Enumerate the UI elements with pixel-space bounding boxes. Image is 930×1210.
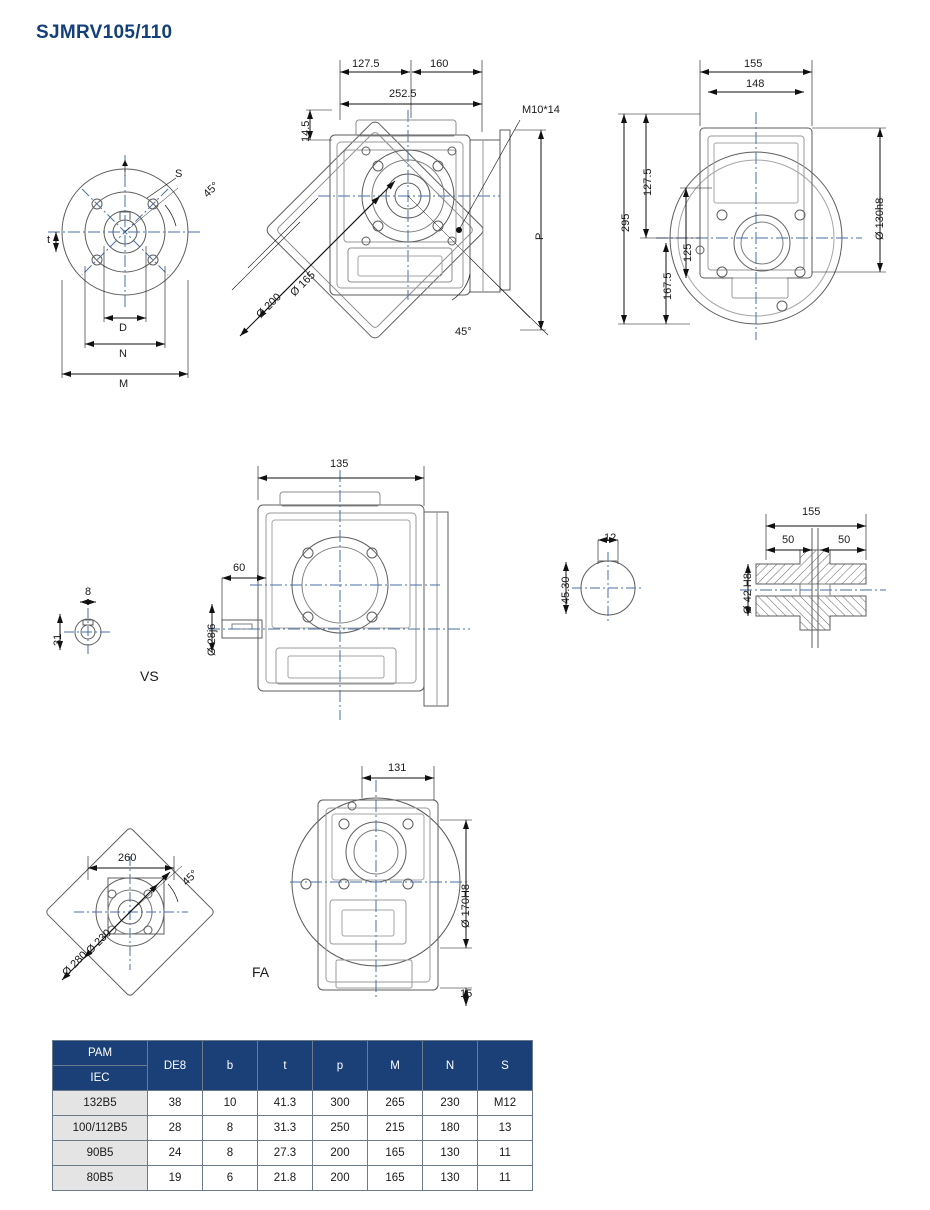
th-n: N	[423, 1041, 478, 1091]
dim-label-dia165: Ø 165	[288, 269, 318, 299]
cell-de8: 24	[148, 1141, 203, 1166]
dim-label-260: 260	[118, 852, 137, 864]
dim-label-dia170h8: Ø 170H8	[460, 883, 472, 928]
dim-label-dia130h8: Ø 130h8	[874, 197, 886, 240]
cell-t: 31.3	[258, 1116, 313, 1141]
cell-m: 215	[368, 1116, 423, 1141]
dim-label-t: t	[47, 234, 51, 246]
cell-s: M12	[478, 1091, 533, 1116]
dim-label-dia230: Ø 230	[84, 927, 114, 957]
spec-table	[52, 1040, 533, 1191]
dim-label-31: 31	[52, 633, 64, 646]
cell-t: 27.3	[258, 1141, 313, 1166]
cell-de8: 38	[148, 1091, 203, 1116]
cell-p: 250	[313, 1116, 368, 1141]
cell-p: 300	[313, 1091, 368, 1116]
cell-n: 130	[423, 1166, 478, 1191]
dim-label-45deg-left: 45°	[201, 179, 222, 201]
dim-label-155-top: 155	[744, 58, 763, 70]
table-header-row	[53, 1041, 533, 1066]
cell-p: 200	[313, 1141, 368, 1166]
cell-s: 11	[478, 1141, 533, 1166]
dim-label-50-right: 50	[838, 534, 851, 546]
cell-pam: 80B5	[53, 1166, 148, 1191]
cell-p: 200	[313, 1166, 368, 1191]
th-de8: DE8	[148, 1041, 203, 1091]
dim-label-M: M	[119, 378, 129, 390]
cell-n: 130	[423, 1141, 478, 1166]
dim-label-295: 295	[620, 213, 632, 232]
cell-m: 165	[368, 1141, 423, 1166]
dim-label-148: 148	[746, 78, 765, 90]
th-iec: IEC	[53, 1066, 148, 1091]
dim-label-127-5: 127.5	[352, 58, 380, 70]
cell-pam: 100/112B5	[53, 1116, 148, 1141]
page-title: SJMRV105/110	[36, 22, 173, 43]
dim-label-14-5: 14.5	[300, 120, 312, 142]
th-b: b	[203, 1041, 258, 1091]
th-m: M	[368, 1041, 423, 1091]
view-name-vs: VS	[140, 668, 159, 684]
dim-label-dia280: Ø 280	[60, 949, 90, 979]
dim-label-155-right: 155	[802, 506, 821, 518]
cell-t: 41.3	[258, 1091, 313, 1116]
dim-label-8: 8	[85, 586, 92, 598]
dim-label-45deg-center: 45°	[455, 326, 472, 338]
th-pam	[53, 1041, 148, 1066]
dim-label-131: 131	[388, 762, 407, 774]
cell-b: 10	[203, 1091, 258, 1116]
dim-label-45deg-fa: 45°	[180, 867, 201, 889]
table-row	[53, 1116, 533, 1141]
cell-s: 13	[478, 1116, 533, 1141]
dim-label-S: S	[175, 168, 183, 180]
cell-de8: 19	[148, 1166, 203, 1191]
cell-s: 11	[478, 1166, 533, 1191]
dim-label-dia42h8: Ø 42 H8	[742, 573, 754, 614]
dim-label-P: P	[534, 232, 546, 240]
th-pam-label: PAM	[87, 1047, 113, 1059]
dim-label-dia28j6: Ø 28j6	[206, 623, 218, 656]
view-name-fa: FA	[252, 964, 270, 980]
table-row	[53, 1166, 533, 1191]
dim-label-D: D	[119, 322, 127, 334]
dim-label-160: 160	[430, 58, 449, 70]
dim-label-135: 135	[330, 458, 349, 470]
table-row	[53, 1141, 533, 1166]
cell-m: 165	[368, 1166, 423, 1191]
th-t: t	[258, 1041, 313, 1091]
dim-label-50-left: 50	[782, 534, 795, 546]
th-s: S	[478, 1041, 533, 1091]
dim-label-45-30: 45.30	[560, 576, 572, 604]
dim-label-60: 60	[233, 562, 246, 574]
cell-de8: 28	[148, 1116, 203, 1141]
cell-pam: 132B5	[53, 1091, 148, 1116]
dim-label-15: 15	[460, 988, 473, 1000]
dim-label-N: N	[119, 348, 127, 360]
cell-b: 6	[203, 1166, 258, 1191]
dim-label-167-5: 167.5	[662, 272, 674, 300]
table-row	[53, 1091, 533, 1116]
dim-label-127-5-right: 127.5	[642, 168, 654, 196]
cell-pam: 90B5	[53, 1141, 148, 1166]
dim-label-12: 12	[604, 532, 617, 544]
th-p: p	[313, 1041, 368, 1091]
cell-b: 8	[203, 1116, 258, 1141]
dim-label-125: 125	[682, 243, 694, 262]
cell-b: 8	[203, 1141, 258, 1166]
dim-label-m10x14: M10*14	[522, 104, 560, 116]
cell-n: 180	[423, 1116, 478, 1141]
cell-m: 265	[368, 1091, 423, 1116]
cell-t: 21.8	[258, 1166, 313, 1191]
cell-n: 230	[423, 1091, 478, 1116]
dim-label-252-5: 252.5	[389, 88, 417, 100]
dim-label-dia200: Ø 200	[254, 291, 284, 321]
